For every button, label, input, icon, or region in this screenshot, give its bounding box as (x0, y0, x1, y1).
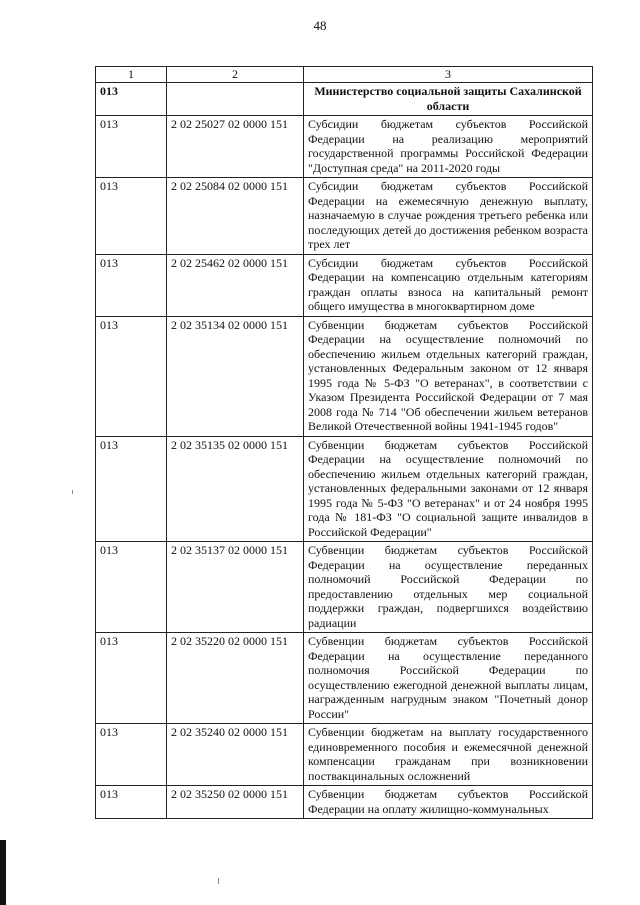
row-code: 013 (96, 542, 167, 633)
scan-speck (72, 490, 73, 494)
row-code: 013 (96, 633, 167, 724)
row-description: Субвенции бюджетам субъектов Российской Федерации на осуществление полномочий по обеспечению жильем отдельных категорий граждан, установленных Федеральным законом от 12 января 1995 года № 5-ФЗ "О ветеранах", в соответствии с Указом Президента Российской Федерации от 7 мая 2008 года № 714 "Об обеспечении жильем ветеранов Великой Отечественной войны 1941-1945 годов" (304, 316, 593, 436)
row-code: 013 (96, 254, 167, 316)
ministry-kbk (167, 83, 304, 116)
column-number-2: 2 (167, 67, 304, 83)
row-kbk: 2 02 35250 02 0000 151 (167, 786, 304, 819)
row-code: 013 (96, 116, 167, 178)
scan-speck (218, 878, 219, 884)
ministry-title: Министерство социальной защиты Сахалинской области (304, 83, 593, 116)
row-kbk: 2 02 25462 02 0000 151 (167, 254, 304, 316)
table-row (96, 633, 593, 724)
scan-edge-mark (0, 840, 6, 905)
table-row (96, 178, 593, 255)
row-kbk: 2 02 35134 02 0000 151 (167, 316, 304, 436)
row-code: 013 (96, 436, 167, 542)
row-description: Субвенции бюджетам субъектов Российской Федерации на осуществление переданных полномочий Российской Федерации по предоставлению отдельных мер социальной поддержки граждан, подвергшихся воздействию радиации (304, 542, 593, 633)
row-description: Субвенции бюджетам субъектов Российской Федерации на осуществление полномочий по обеспечению жильем отдельных категорий граждан, установленных федеральными законами от 12 января 1995 года № 5-ФЗ "О ветеранах" и от 24 ноября 1995 года № 181-ФЗ "О социальной защите инвалидов в Российской Федерации" (304, 436, 593, 542)
row-description: Субсидии бюджетам субъектов Российской Федерации на компенсацию отдельным категориям граждан оплаты взноса на капитальный ремонт общего имущества в многоквартирном доме (304, 254, 593, 316)
column-number-1: 1 (96, 67, 167, 83)
row-code: 013 (96, 178, 167, 255)
column-number-3: 3 (304, 67, 593, 83)
column-number-row (96, 67, 593, 83)
income-codes-table (95, 66, 593, 819)
row-kbk: 2 02 35135 02 0000 151 (167, 436, 304, 542)
table-row (96, 786, 593, 819)
row-description: Субсидии бюджетам субъектов Российской Федерации на реализацию мероприятий государственной программы Российской Федерации "Доступная среда" на 2011-2020 годы (304, 116, 593, 178)
table-row (96, 316, 593, 436)
row-kbk: 2 02 35137 02 0000 151 (167, 542, 304, 633)
table-row (96, 724, 593, 786)
page-number: 48 (313, 18, 327, 33)
table-row (96, 116, 593, 178)
row-code: 013 (96, 724, 167, 786)
table-row (96, 542, 593, 633)
row-description: Субвенции бюджетам субъектов Российской Федерации на оплату жилищно-коммунальных (304, 786, 593, 819)
ministry-code: 013 (96, 83, 167, 116)
row-code: 013 (96, 316, 167, 436)
row-description: Субвенции бюджетам субъектов Российской Федерации на осуществление переданного полномочия Российской Федерации по осуществлению ежегодной денежной выплаты лицам, награжденным нагрудным знаком "Почетный донор России" (304, 633, 593, 724)
row-kbk: 2 02 25084 02 0000 151 (167, 178, 304, 255)
table-row (96, 436, 593, 542)
table-row (96, 254, 593, 316)
row-kbk: 2 02 25027 02 0000 151 (167, 116, 304, 178)
row-kbk: 2 02 35240 02 0000 151 (167, 724, 304, 786)
row-description: Субсидии бюджетам субъектов Российской Федерации на ежемесячную денежную выплату, назначаемую в случае рождения третьего ребенка или последующих детей до достижения ребенком возраста трех лет (304, 178, 593, 255)
row-code: 013 (96, 786, 167, 819)
row-kbk: 2 02 35220 02 0000 151 (167, 633, 304, 724)
row-description: Субвенции бюджетам на выплату государственного единовременного пособия и ежемесячной денежной компенсации гражданам при возникновении поствакцинальных осложнений (304, 724, 593, 786)
ministry-row (96, 83, 593, 116)
